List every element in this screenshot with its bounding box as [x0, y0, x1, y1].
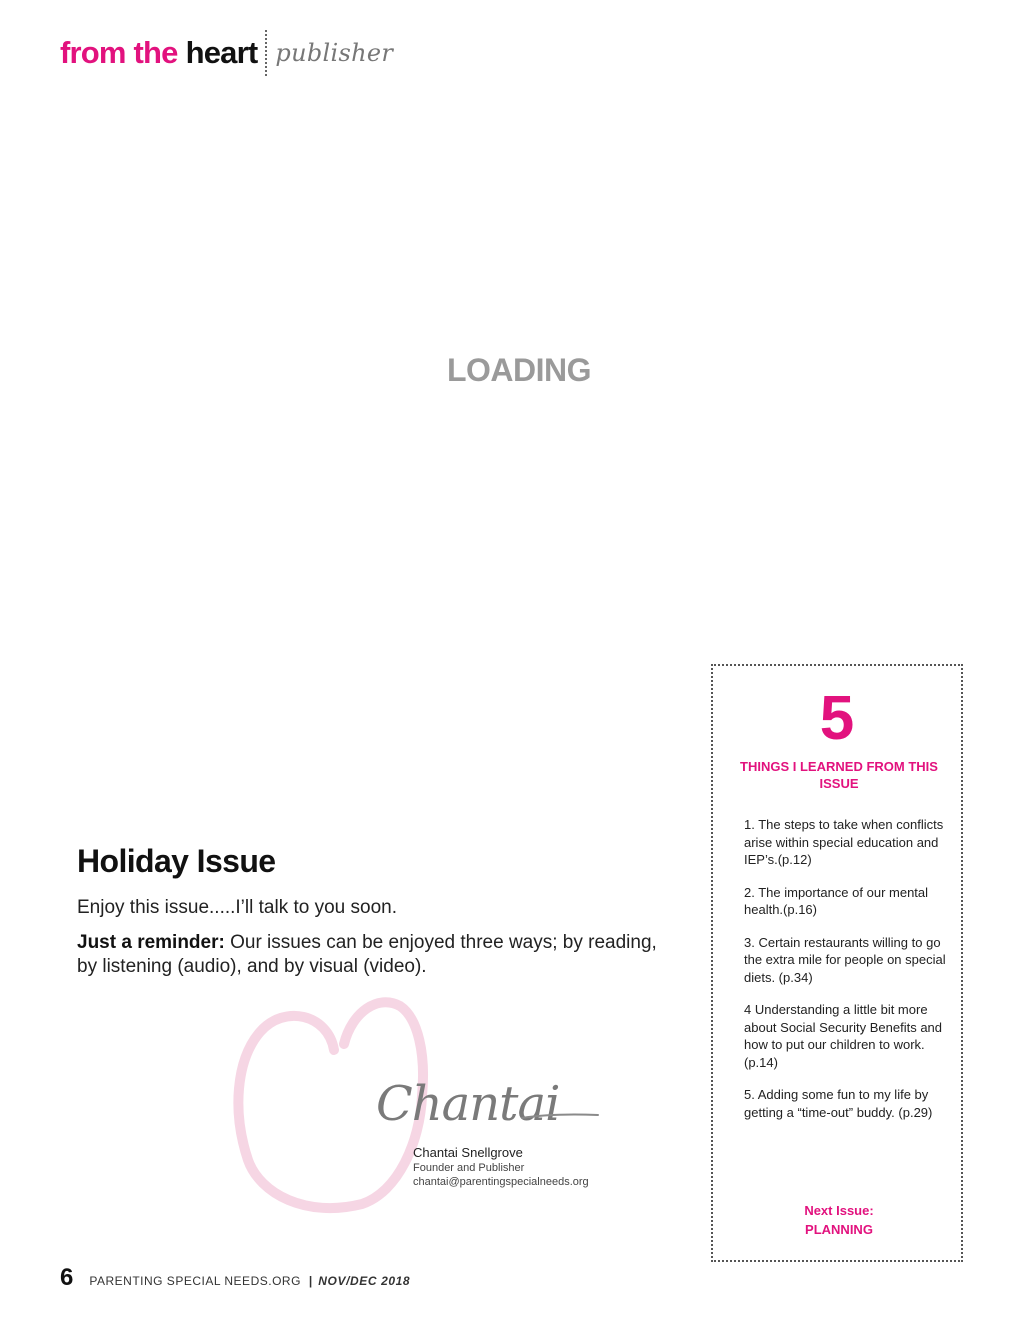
header-divider: [265, 30, 267, 76]
next-issue-label: Next Issue:: [804, 1203, 874, 1218]
publication-name: PARENTING SPECIAL NEEDS.ORG: [89, 1274, 301, 1288]
signer-block: [413, 1145, 663, 1189]
list-item: 4 Understanding a little bit more about Social Security Benefits and how to put our children to work. (p.14): [744, 1002, 943, 1070]
things-list: [744, 816, 949, 1136]
page-header: [60, 28, 393, 78]
list-item: 3. Certain restaurants willing to go the extra mile for people on special diets. (p.34): [744, 934, 946, 985]
list-item: 2. The importance of our mental health.(p.16): [744, 884, 929, 917]
article-intro: Enjoy this issue.....I’ll talk to you soon.: [77, 897, 397, 918]
signer-email[interactable]: chantai@parentingspecialneeds.org: [413, 1176, 589, 1188]
article-reminder: [77, 931, 667, 979]
signature-script: Chantai: [376, 1076, 560, 1132]
article-title: Holiday Issue: [77, 843, 276, 879]
page-number: 6: [60, 1264, 74, 1291]
footer-separator: |: [308, 1274, 313, 1288]
things-count: 5: [819, 684, 855, 753]
things-heading: THINGS I LEARNED FROM THIS ISSUE: [740, 759, 938, 791]
next-issue: [733, 1201, 945, 1239]
reminder-text: Our issues can be enjoyed three ways; by reading, by listening (audio), and by visual (video).: [77, 932, 657, 977]
page-footer: [60, 1264, 410, 1292]
things-learned-box: [711, 664, 963, 1262]
list-item: 1. The steps to take when conflicts arise within special education and IEP’s.(p.12): [744, 817, 944, 867]
list-item: 5. Adding some fun to my life by getting a “time-out” buddy. (p.29): [744, 1087, 933, 1120]
brand-from-the: from the: [60, 35, 178, 70]
signer-name: Chantai Snellgrove: [413, 1145, 523, 1160]
loading-placeholder: LOADING: [446, 352, 592, 388]
article: [77, 843, 667, 990]
issue-date: NOV/DEC 2018: [318, 1274, 411, 1288]
section-label: publisher: [275, 39, 394, 67]
signature-image: [372, 1068, 602, 1138]
brand-heart: heart: [185, 35, 258, 70]
reminder-label: Just a reminder:: [77, 932, 225, 953]
signer-role: Founder and Publisher: [413, 1162, 525, 1174]
next-issue-topic: PLANNING: [805, 1222, 873, 1237]
